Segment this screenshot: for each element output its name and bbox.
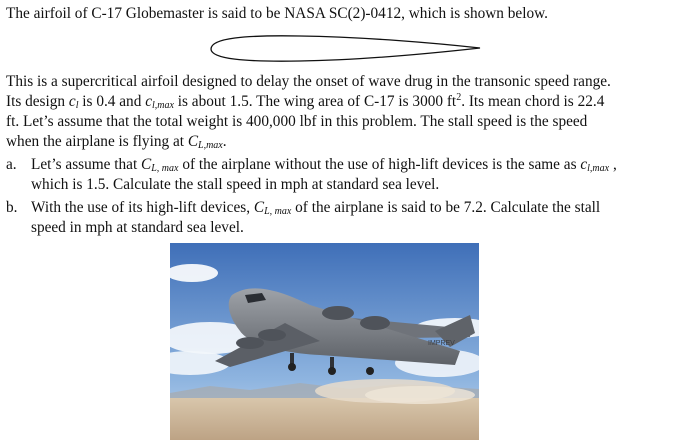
para-line-2: Its design $c_l$ is 0.4 and $c_{l,max}$ is about 1.5. The wing area of C-17 is 3000 $ft^2$. Its mean chord is 22.4 [6, 92, 605, 111]
CLmax-symbol: C [187, 133, 199, 150]
cl-symbol: c [68, 93, 76, 110]
tail-marking: IMPREV [428, 340, 455, 347]
airfoil-sketch [205, 30, 485, 70]
intro-text: The airfoil of C-17 Globemaster is said to be NASA SC(2)-0412, which is shown below. [6, 5, 548, 22]
para-line-4: when the airplane is flying at $C_{L,max}$. [6, 133, 227, 151]
item-a-line-2: which is 1.5. Calculate the stall speed in mph at standard sea level. [31, 176, 440, 193]
item-a-letter: a. [6, 156, 17, 173]
clmax-symbol: c [145, 93, 152, 110]
para-line-1: This is a supercritical airfoil designed to delay the onset of wave drug in the transonic speed range. [6, 73, 611, 90]
item-b-letter: b. [6, 199, 18, 216]
c17-photo [170, 243, 479, 440]
para-line-3: ft. Let’s assume that the total weight is 400,000 lbf in this problem. The stall speed is the speed [6, 113, 588, 130]
item-b-line-1: With the use of its high-lift devices, $C_{L, max}$ of the airplane is said to be 7.2. Calculate the stall [31, 199, 601, 217]
item-a-line-1: Let’s assume that $C_{L, max}$ of the airplane without the use of high-lift devices is the same as $c_{l,max}$ , [31, 156, 617, 174]
item-b-line-2: speed in mph at standard sea level. [31, 219, 244, 236]
